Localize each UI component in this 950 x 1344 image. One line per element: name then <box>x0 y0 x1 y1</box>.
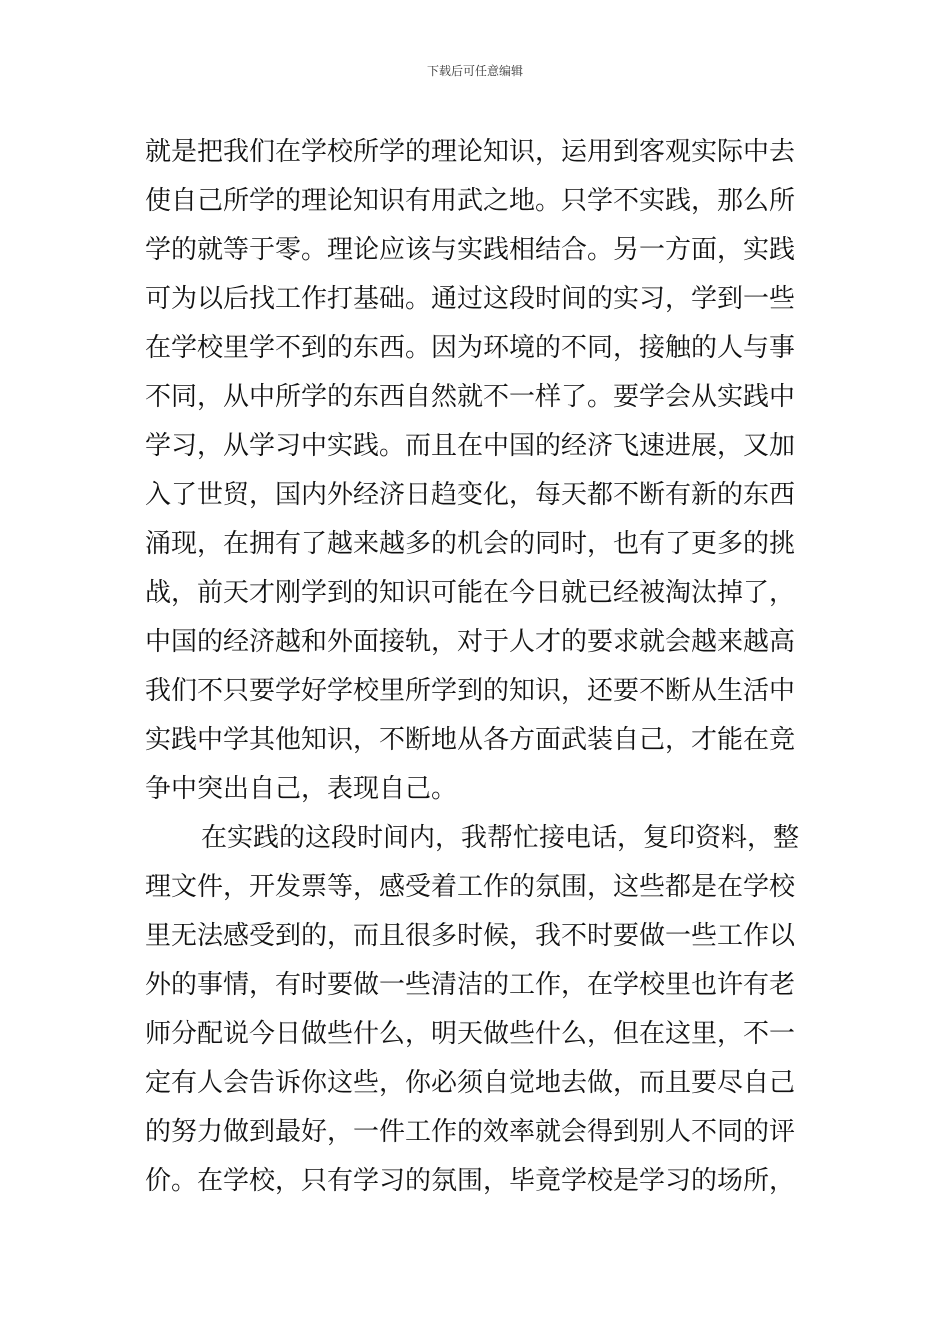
text-line: 在学校里学不到的东西。因为环境的不同，接触的人与事 <box>145 333 796 363</box>
paragraph-1 <box>145 128 815 814</box>
text-line: 实践中学其他知识，不断地从各方面武装自己，才能在竞 <box>145 725 796 755</box>
text-line: 争中突出自己，表现自己。 <box>145 774 458 804</box>
text-line-indented: 在实践的这段时间内，我帮忙接电话，复印资料，整 <box>201 823 800 853</box>
text-line: 使自己所学的理论知识有用武之地。只学不实践，那么所 <box>145 186 796 216</box>
text-line: 师分配说今日做些什么，明天做些什么，但在这里，不一 <box>145 1019 796 1049</box>
text-line: 可为以后找工作打基础。通过这段时间的实习，学到一些 <box>145 284 796 314</box>
text-line: 涌现，在拥有了越来越多的机会的同时，也有了更多的挑 <box>145 529 796 559</box>
text-line: 的努力做到最好，一件工作的效率就会得到别人不同的评 <box>145 1117 796 1147</box>
text-line: 入了世贸，国内外经济日趋变化，每天都不断有新的东西 <box>145 480 796 510</box>
page-header: 下载后可任意编辑 <box>426 64 523 78</box>
text-line: 外的事情，有时要做一些清洁的工作，在学校里也许有老 <box>145 970 796 1000</box>
body-text <box>145 128 815 1206</box>
text-line: 不同，从中所学的东西自然就不一样了。要学会从实践中 <box>145 382 796 412</box>
text-line: 我们不只要学好学校里所学到的知识，还要不断从生活中 <box>145 676 796 706</box>
text-line: 学的就等于零。理论应该与实践相结合。另一方面，实践 <box>145 235 796 265</box>
text-line: 定有人会告诉你这些，你必须自觉地去做，而且要尽自己 <box>145 1068 796 1098</box>
text-line: 战，前天才刚学到的知识可能在今日就已经被淘汰掉了， <box>145 578 796 608</box>
text-line: 理文件，开发票等，感受着工作的氛围，这些都是在学校 <box>145 872 796 902</box>
text-line: 学习，从学习中实践。而且在中国的经济飞速进展，又加 <box>145 431 796 461</box>
text-line: 就是把我们在学校所学的理论知识，运用到客观实际中去 <box>145 137 796 167</box>
paragraph-2 <box>145 814 815 1206</box>
text-line: 里无法感受到的，而且很多时候，我不时要做一些工作以 <box>145 921 796 951</box>
text-line: 价。在学校，只有学习的氛围，毕竟学校是学习的场所， <box>145 1166 796 1196</box>
text-line: 中国的经济越和外面接轨，对于人才的要求就会越来越高 <box>145 627 796 657</box>
